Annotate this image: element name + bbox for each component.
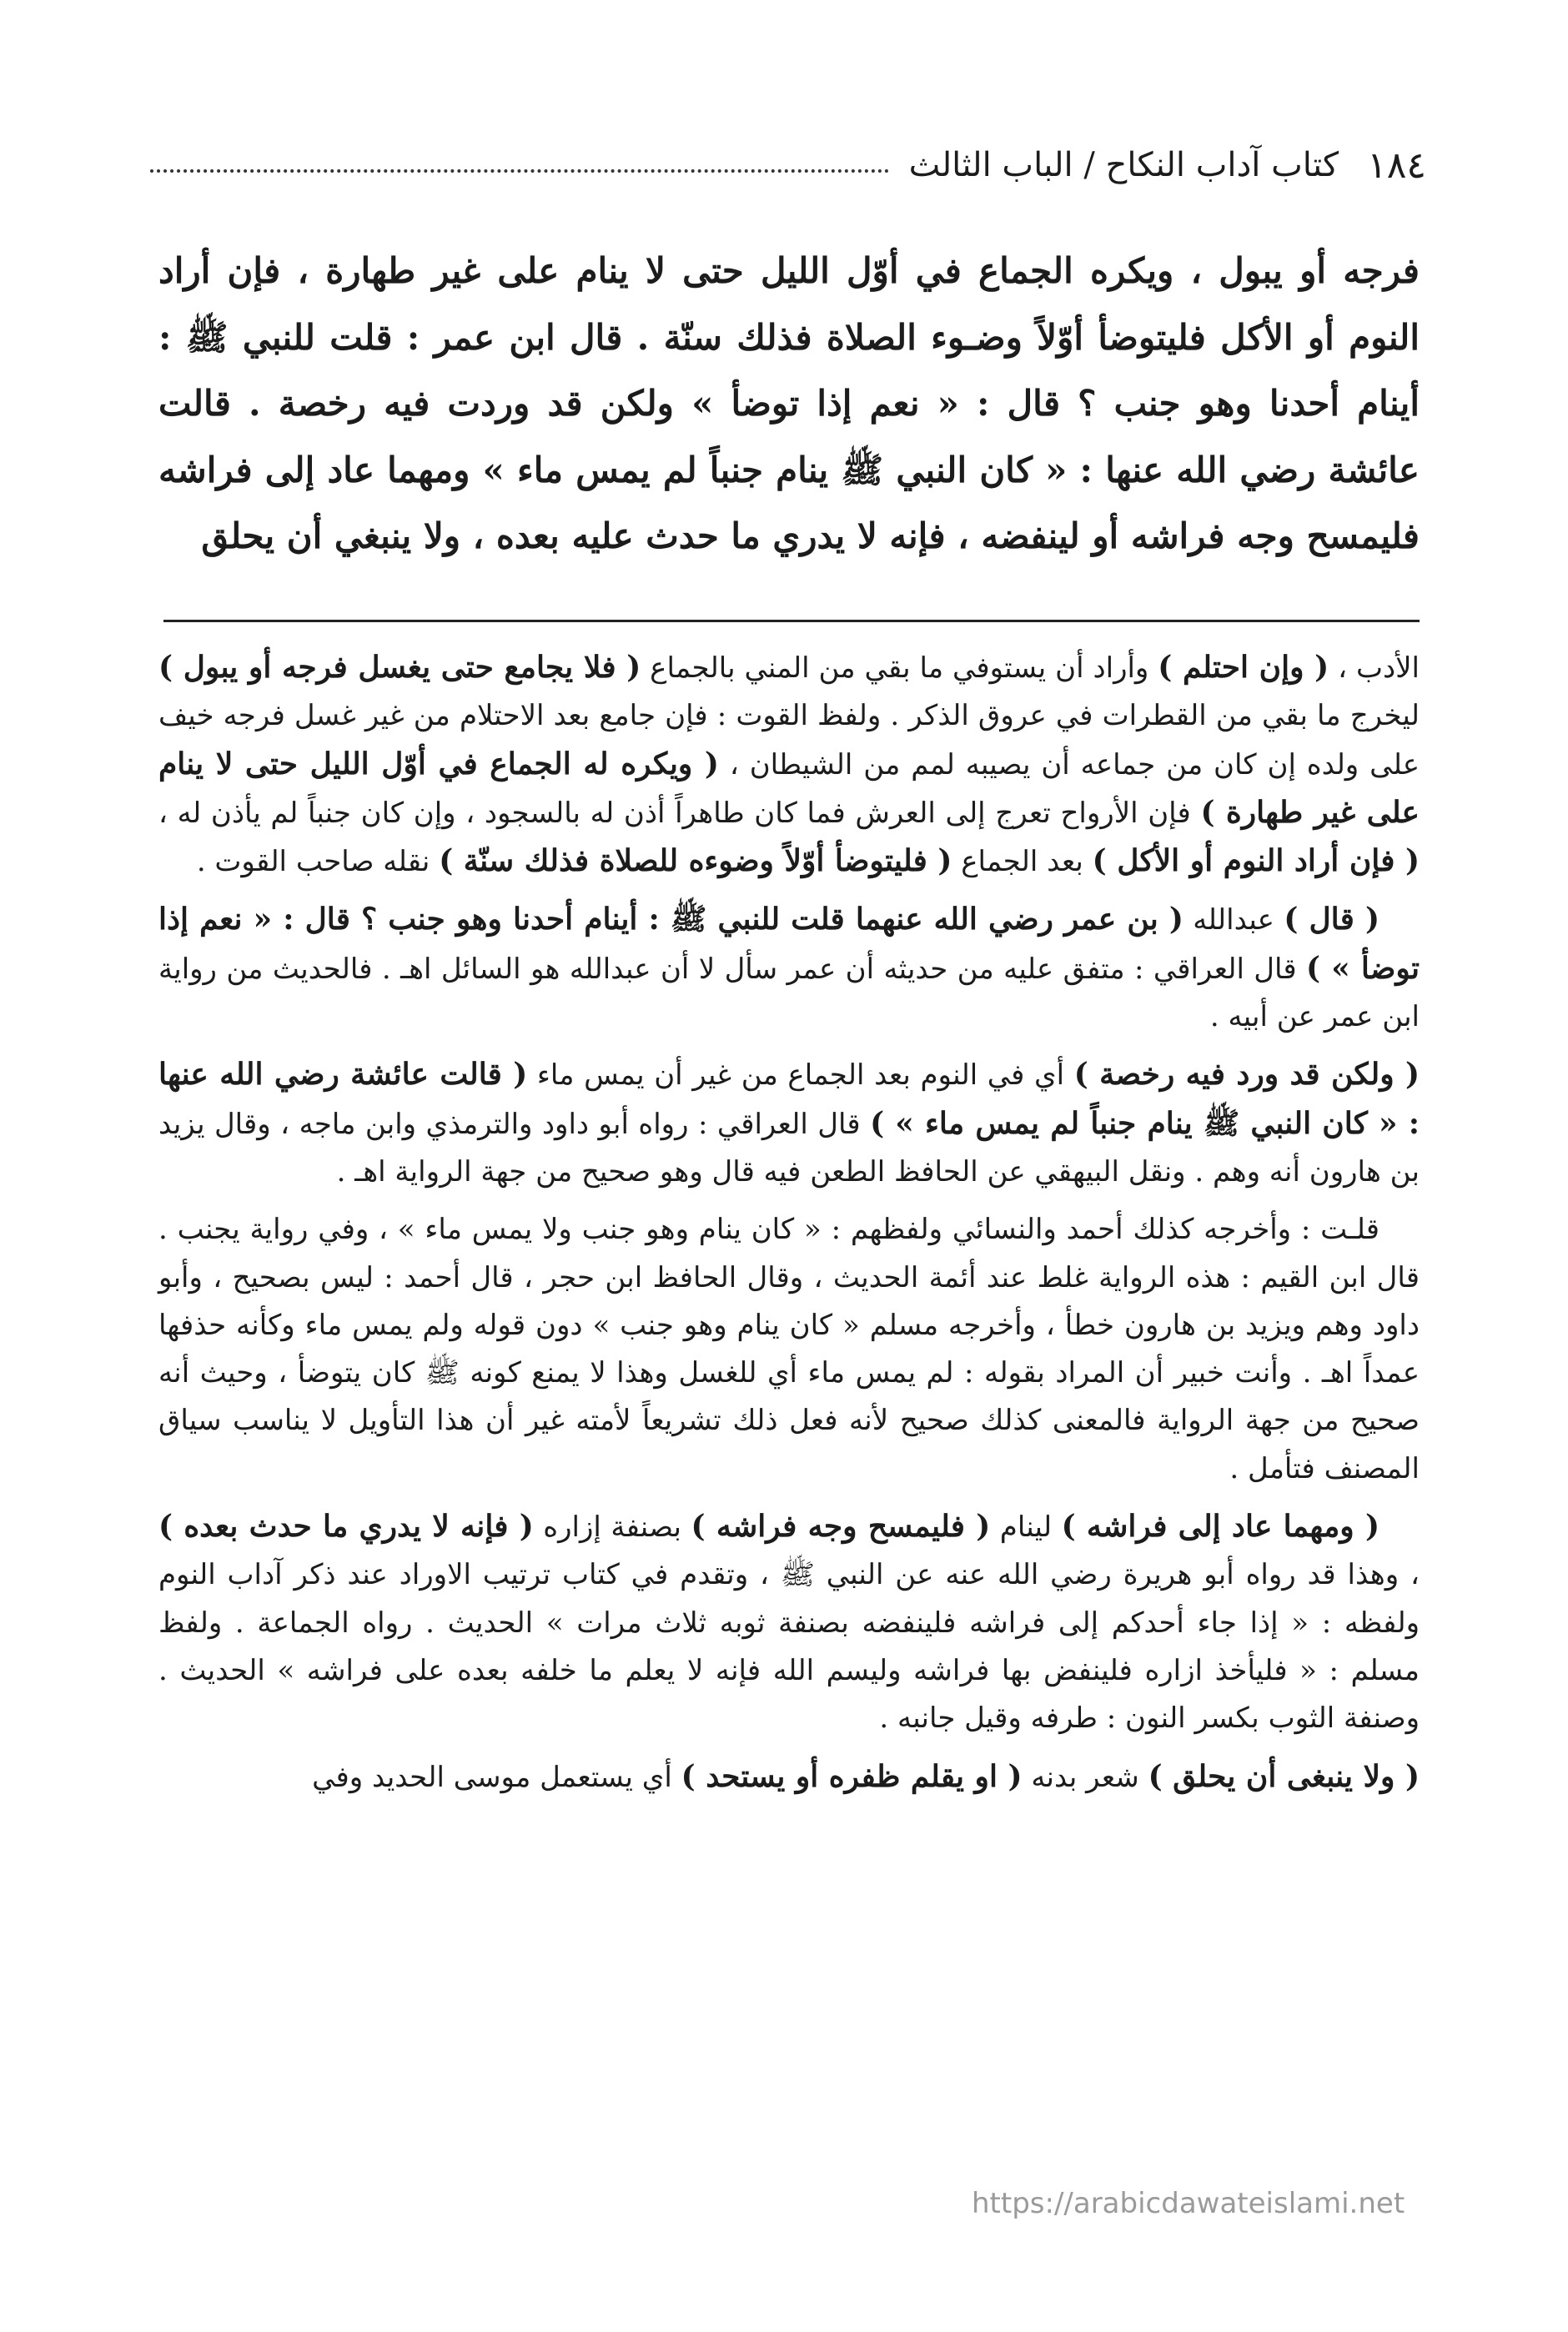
- footnote-separator: [163, 620, 1420, 622]
- quoted-text: ( ولا ينبغى أن يحلق ): [1148, 1758, 1420, 1794]
- note-text: بعد الجماع: [952, 845, 1093, 879]
- note-text: نقله صاحب القوت .: [196, 845, 440, 879]
- commentary-paragraph-2: [158, 896, 1420, 1041]
- quoted-text: ( قالت عائشة رضي الله عنها : « كان النبي ﷺ ينام جنباً لم يمس ماء » ): [158, 1057, 1420, 1141]
- note-text: شعر بدنه: [1022, 1760, 1148, 1794]
- quoted-text: ( بن عمر رضي الله عنهما قلت للنبي ﷺ : أينام أحدنا وهو جنب ؟ قال : « نعم إذا توضأ » ): [158, 902, 1420, 986]
- quoted-text: ( فإنه لا يدري ما حدث بعده ): [158, 1509, 534, 1545]
- commentary: [158, 644, 1420, 1812]
- header-dot-leader: [150, 169, 889, 173]
- note-text: فإن الأرواح تعرج إلى العرش فما كان طاهراً أذن له بالسجود ، وإن كان جنباً لم يأذن له ،: [158, 796, 1201, 830]
- commentary-paragraph-6: [158, 1753, 1420, 1802]
- note-text: وأراد أن يستوفي ما بقي من المني بالجماع: [641, 651, 1158, 685]
- note-text: ، وهذا قد رواه أبو هريرة رضي الله عنه عن النبي ﷺ ، وتقدم في كتاب ترتيب الاوراد عند ذكر آداب النوم ولفظه : « إذا جاء أحدكم إلى فراشه فلينفضه بصنفة ثوبه ثلاث مرات » الحديث . رواه الجماعة . ولفظ مسلم : « فليأخذ ازاره فلينفض بها فراشه وليسم الله فإنه لا يعلم ما خلفه بعده على فراشه » الحديث . وصنفة الثوب بكسر النون : طرفه وقيل جانبه .: [158, 1558, 1420, 1736]
- note-text: بصنفة إزاره: [533, 1510, 691, 1545]
- note-text: قال العراقي : متفق عليه من حديثه أن عمر سأل لا أن عبدالله هو السائل اهـ . فالحديث من رواية ابن عمر عن أبيه .: [158, 952, 1420, 1034]
- commentary-paragraph-1: [158, 644, 1420, 886]
- quoted-text: ( وإن احتلم ): [1158, 650, 1329, 685]
- quoted-text: ( ومهما عاد إلى فراشه ): [1061, 1509, 1380, 1545]
- quoted-text: ( فإن أراد النوم أو الأكل ): [1092, 843, 1420, 879]
- quoted-text: ( ولكن قد ورد فيه رخصة ): [1073, 1057, 1420, 1093]
- quoted-text: ( قال ): [1284, 902, 1380, 937]
- commentary-paragraph-4: قلـت : وأخرجه كذلك أحمد والنسائي ولفظهم : « كان ينام وهو جنب ولا يمس ماء » ، وفي رواية يجنب . قال ابن القيم : هذه الرواية غلط عند أئمة الحديث ، وقال الحافظ ابن حجر ، قال أحمد : ليس بصحيح ، وأبو داود وهم ويزيد بن هارون خطأ ، وأخرجه مسلم « كان ينام وهو جنب » دون قوله ولم يمس ماء وكأنه حذفها عمداً اهـ . وأنت خبير أن المراد بقوله : لم يمس ماء أي للغسل وهذا لا يمنع كونه ﷺ كان يتوضأ ، وحيث أنه صحيح من جهة الرواية فالمعنى كذلك صحيح لأنه فعل ذلك تشريعاً لأمته غير أن هذا التأويل لا يناسب سياق المصنف فتأمل .: [158, 1213, 1420, 1485]
- main-text: فرجه أو يبول ، ويكره الجماع في أوّل الليل حتى لا ينام على غير طهارة ، فإن أراد النوم أو الأكل فليتوضأ أوّلاً وضـوء الصلاة فذلك سنّة . قال ابن عمر : قلت للنبي ﷺ : أينام أحدنا وهو جنب ؟ قال : « نعم إذا توضأ » ولكن قد وردت فيه رخصة . قالت عائشة رضي الله عنها : « كان النبي ﷺ ينام جنباً لم يمس ماء » ومهما عاد إلى فراشه فليمسح وجه فراشه أو لينفضه ، فإنه لا يدري ما حدث عليه بعده ، ولا ينبغي أن يحلق: [158, 250, 1420, 556]
- quoted-text: ( ويكره له الجماع في أوّل الليل حتى لا ينام على غير طهارة ): [158, 746, 1420, 830]
- page-number: ١٨٤: [1367, 143, 1426, 187]
- note-text: قال العراقي : رواه أبو داود والترمذي وابن ماجه ، وقال يزيد بن هارون أنه وهم . ونقل البيهقي عن الحافظ الطعن فيه قال وهو صحيح من جهة الرواية اهـ .: [158, 1107, 1420, 1189]
- quoted-text: ( فليمسح وجه فراشه ): [691, 1509, 991, 1545]
- running-header: [150, 132, 1426, 199]
- commentary-paragraph-5: [158, 1503, 1420, 1742]
- commentary-paragraph-3: [158, 1051, 1420, 1196]
- note-text: أي يستعمل موسى الحديد وفي: [312, 1760, 681, 1794]
- quoted-text: ( فليتوضأ أوّلاً وضوءه للصلاة فذلك سنّة ): [439, 843, 952, 879]
- note-text: عبدالله: [1183, 903, 1284, 937]
- note-text: ليخرج ما بقي من القطرات في عروق الذكر . ولفظ القوت : فإن جامع بعد الاحتلام من غير غسل فرجه خيف على ولده إن كان من جماعه أن يصيبه لمم من الشيطان ،: [158, 699, 1420, 782]
- note-text: لينام: [990, 1510, 1062, 1545]
- note-text: الأدب ،: [1329, 651, 1420, 685]
- note-text: أي في النوم بعد الجماع من غير أن يمس ماء: [527, 1058, 1074, 1093]
- source-watermark: https://arabicdawateislami.net: [972, 2187, 1405, 2220]
- quoted-text: ( او يقلم ظفره أو يستحد ): [681, 1758, 1023, 1794]
- quoted-text: ( فلا يجامع حتى يغسل فرجه أو يبول ): [158, 650, 641, 685]
- running-title: كتاب آداب النكاح / الباب الثالث: [908, 146, 1339, 184]
